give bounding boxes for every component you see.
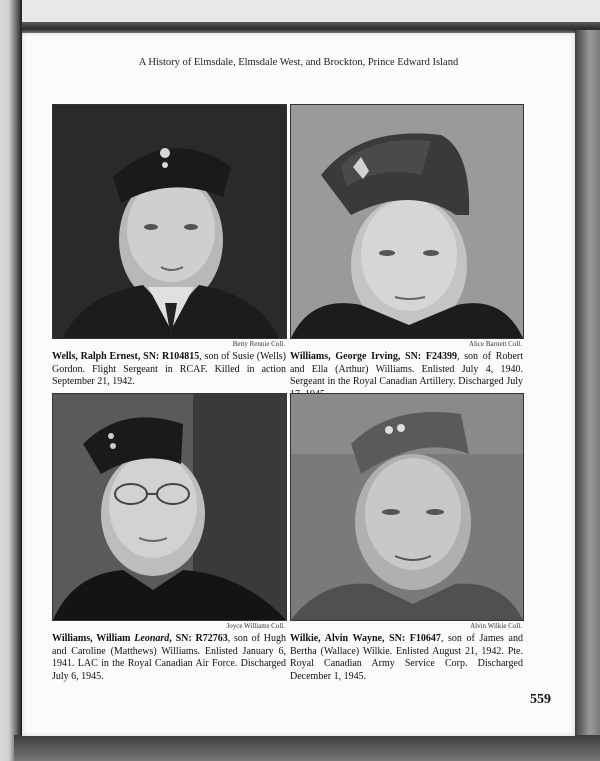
portrait-photo-wilkie [290,393,524,621]
photo-credit-wells: Betty Rennie Coll. [232,340,285,348]
caption-text: , son of James and Bertha (Wallace) Wilkie. Enlisted August 21, 1942. Pte. Royal Canadian Army Service Corp. Discharged December 1, 1945. [290,633,523,682]
portrait-photo-wells [52,104,287,339]
binder-bottom-edge [14,735,600,761]
binder-left-edge [0,0,22,761]
photo-credit-william-williams: Joyce Williams Coll. [226,622,285,630]
photo-credit-george-williams: Alice Barnett Coll. [468,340,522,348]
portrait-wells-icon [53,105,286,338]
caption-sn: , SN: R104815 [137,351,200,362]
caption-wells [52,351,286,389]
caption-name: Wells, Ralph Ernest [52,351,138,362]
book-page [22,33,575,736]
caption-sn: , SN: R72763 [169,633,228,644]
caption-text: , son of Robert and Ella (Arthur) Williams. Enlisted July 4, 1940. Sergeant in the Royal Canadian Artillery. Discharged July [290,351,523,387]
portrait-george-williams-icon [291,105,523,338]
caption-name: Williams, George Irving [290,351,398,362]
caption-wilkie [290,633,523,683]
portrait-photo-george-williams [290,104,524,339]
caption-name: Williams, William [52,633,135,644]
photo-credit-wilkie: Alvin Wilkie Coll. [470,622,522,630]
page-header: A History of Elmsdale, Elmsdale West, and Brockton, Prince Edward Island [138,57,459,68]
caption-name-italic: Leonard [134,633,170,644]
caption-text: , son of Susie (Wells) Gordon. Flight Sergeant in RCAF. Killed in action September 21, 1942. [52,351,286,387]
binder-right-edge [574,30,600,761]
portrait-wilkie-icon [291,394,523,620]
page-number: 559 [530,692,551,707]
caption-william-williams [52,633,286,683]
caption-text: , son of Hugh and Caroline (Matthews) Williams. Enlisted January 6, 1941. LAC in the Royal Canadian Air Force. Discharged July 6, 1945. [52,633,286,682]
caption-name: Wilkie, Alvin Wayne [290,633,382,644]
caption-sn: , SN: F10647 [381,633,441,644]
caption-sn: , SN: F24399 [397,351,457,362]
portrait-photo-william-williams [52,393,287,621]
portrait-william-williams-icon [53,394,286,620]
